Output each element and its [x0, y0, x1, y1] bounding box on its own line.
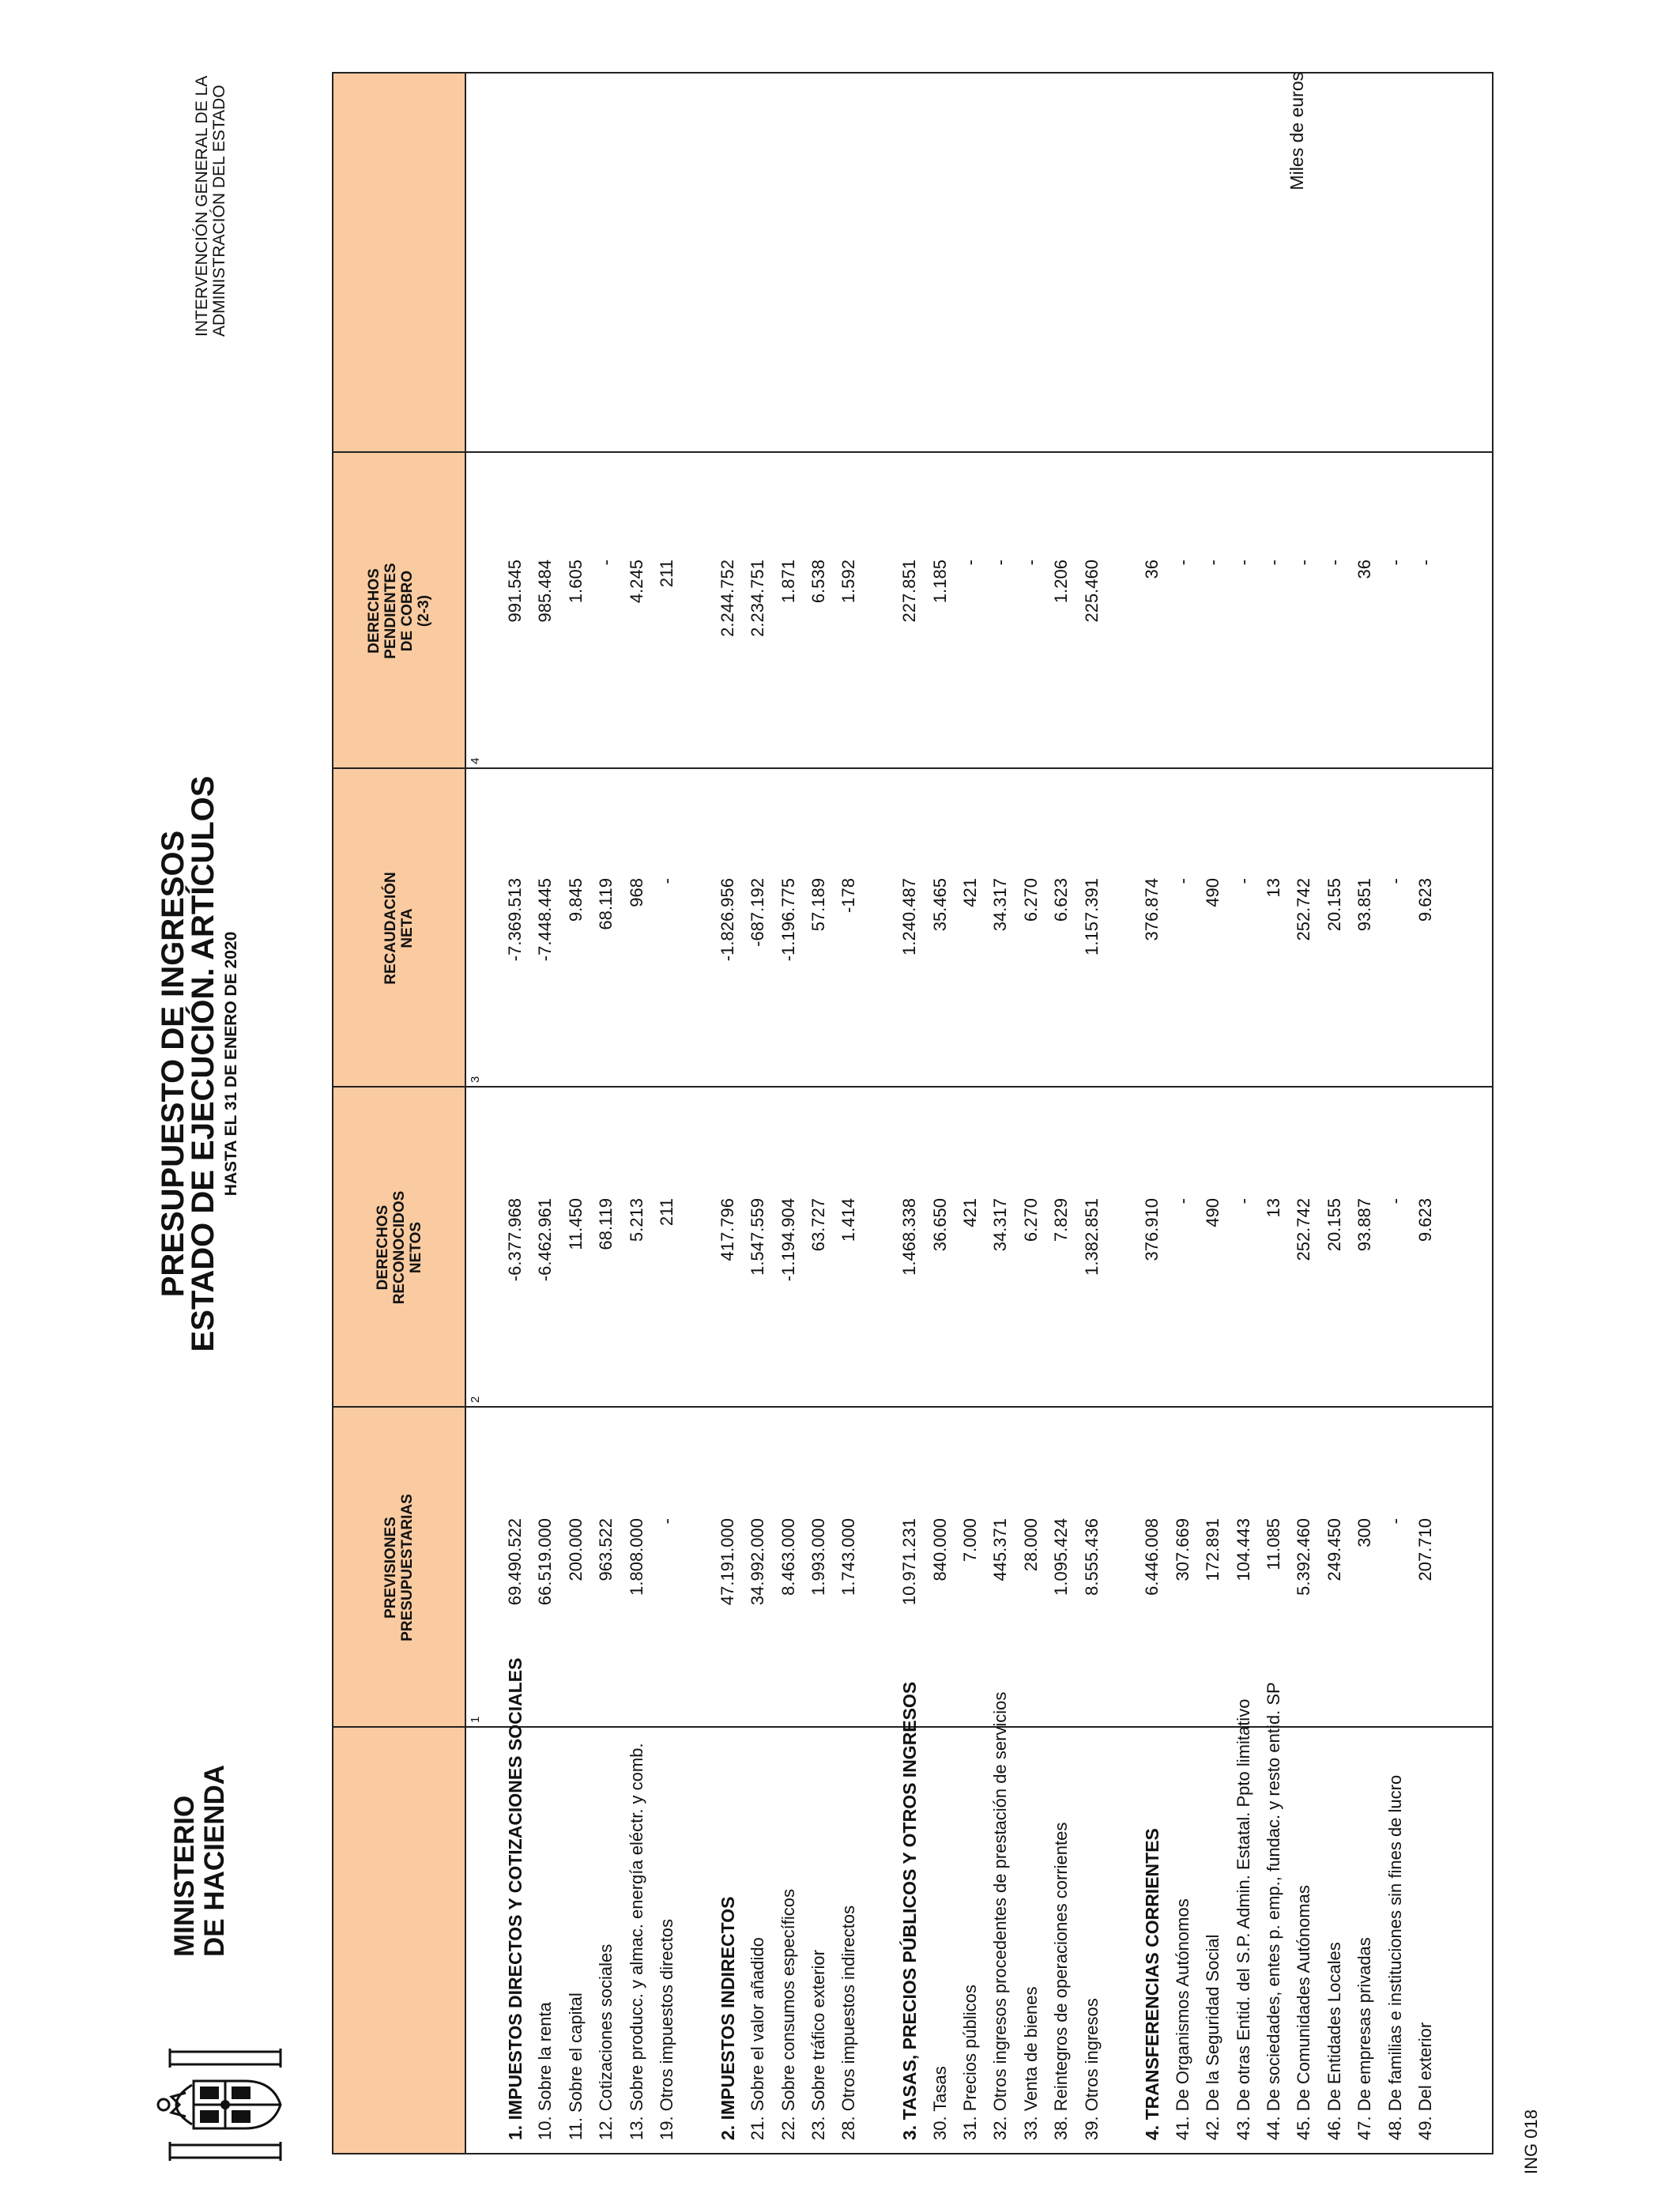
table-spacer-row — [866, 72, 896, 2194]
cell-value: - — [1233, 1198, 1253, 1204]
row-label: 21. Sobre el valor añadido — [748, 1937, 768, 2140]
cell-value: - — [1324, 560, 1344, 566]
cell-value: 225.460 — [1081, 560, 1102, 623]
cell-value: 991.545 — [505, 560, 525, 623]
cell-value: 93.851 — [1354, 878, 1375, 932]
row-label: 33. Venta de bienes — [1020, 1986, 1041, 2140]
row-label: 44. De sociedades, entes p. emp., fundac. y resto entid. SP — [1264, 1682, 1283, 2140]
table-row — [1048, 72, 1078, 2194]
row-label: 11. Sobre el capital — [565, 1992, 586, 2140]
cell-value: - — [1020, 560, 1041, 566]
cell-value: 93.887 — [1354, 1198, 1375, 1252]
row-label: 31. Precios públicos — [960, 1985, 980, 2140]
cell-value: -1.196.775 — [778, 878, 798, 962]
table-row — [623, 72, 654, 2194]
table-spacer-row — [1109, 72, 1139, 2194]
cell-value: 211 — [657, 1198, 676, 1227]
table-row — [1412, 72, 1442, 2194]
coat-of-arms-logo — [146, 2045, 296, 2164]
cell-value: - — [1384, 878, 1405, 884]
table-row — [1290, 72, 1320, 2194]
ministry-line-2: DE HACIENDA — [199, 1764, 230, 1957]
cell-value: 11.450 — [565, 1198, 586, 1250]
cell-value: 1.808.000 — [626, 1518, 646, 1596]
cell-value: 227.851 — [899, 560, 920, 623]
cell-value: 36 — [1142, 560, 1162, 579]
column-header-derechos-reconocidos — [332, 1088, 466, 1408]
table-row — [593, 72, 623, 2194]
cell-value: 1.157.391 — [1081, 878, 1102, 956]
row-label: 4. TRANSFERENCIAS CORRIENTES — [1142, 1828, 1163, 2140]
cell-value: 840.000 — [929, 1518, 950, 1581]
cell-value: 6.538 — [808, 560, 828, 604]
table-row — [532, 72, 562, 2194]
table-row — [502, 72, 532, 2194]
cell-value: 5.213 — [626, 1198, 646, 1242]
column-number: 4 — [469, 757, 482, 764]
cell-value: 104.443 — [1233, 1518, 1253, 1581]
table-row — [1230, 72, 1260, 2194]
row-label: 38. Reintegros de operaciones corrientes — [1051, 1822, 1072, 2140]
igae-name — [194, 76, 228, 337]
cell-value: 34.317 — [990, 878, 1011, 932]
row-label: 13. Sobre producc. y almac. energía eléctr. y comb. — [626, 1743, 646, 2140]
cell-value: -1.826.956 — [717, 878, 737, 962]
cell-value: 10.971.231 — [899, 1518, 920, 1606]
cell-value: 1.743.000 — [838, 1518, 859, 1596]
cell-value: 1.468.338 — [899, 1198, 920, 1276]
table-row — [957, 72, 987, 2194]
cell-value: 1.095.424 — [1051, 1518, 1072, 1596]
cell-value: 66.519.000 — [535, 1518, 556, 1606]
cell-value: 6.270 — [1020, 1198, 1041, 1242]
cell-value: - — [657, 878, 676, 884]
cell-value: 6.270 — [1020, 878, 1041, 922]
cell-value: - — [1415, 560, 1435, 566]
row-label: 19. Otros impuestos directos — [657, 1918, 676, 2140]
table-row — [896, 72, 926, 2194]
row-label: 48. De familias e instituciones sin fines de lucro — [1384, 1774, 1405, 2140]
cell-value: 1.605 — [565, 560, 586, 604]
cell-value: - — [1384, 1518, 1405, 1525]
cell-value: - — [1384, 560, 1405, 566]
table-row — [1382, 72, 1412, 2194]
cell-value: - — [596, 560, 616, 566]
column-header-recaudacion — [332, 769, 466, 1088]
cell-value: 211 — [657, 560, 676, 588]
row-label: 46. De Entidades Locales — [1324, 1942, 1344, 2140]
column-number: 2 — [469, 1396, 482, 1403]
cell-value: 1.592 — [838, 560, 859, 604]
cell-value: - — [990, 560, 1011, 566]
cell-value: 34.317 — [990, 1198, 1011, 1252]
row-label: 2. IMPUESTOS INDIRECTOS — [717, 1896, 738, 2140]
row-label: 22. Sobre consumos específicos — [778, 1889, 798, 2140]
cell-value: 252.742 — [1294, 1198, 1314, 1261]
row-label: 39. Otros ingresos — [1081, 1998, 1102, 2140]
table-row — [563, 72, 593, 2194]
cell-value: - — [1203, 560, 1223, 566]
units-label: Miles de euros — [1286, 72, 1307, 190]
table-row — [1018, 72, 1048, 2194]
cell-value: 307.669 — [1172, 1518, 1192, 1581]
row-label: 42. De la Seguridad Social — [1203, 1934, 1223, 2140]
report-title — [158, 708, 242, 1419]
cell-value: 968 — [626, 878, 646, 907]
row-label: 30. Tasas — [929, 2066, 950, 2140]
title-line-2: ESTADO DE EJECUCIÓN. ARTÍCULOS — [186, 775, 220, 1352]
cell-value: 5.392.460 — [1294, 1518, 1314, 1596]
table-row — [1139, 72, 1169, 2194]
cell-value: - — [1233, 878, 1253, 884]
header-text: DE COBRO — [399, 570, 416, 652]
title-line-1: PRESUPUESTO DE INGRESOS — [156, 830, 190, 1298]
cell-value: 68.119 — [596, 878, 616, 930]
table-row — [1351, 72, 1381, 2194]
header-text: PREVISIONES — [382, 1517, 399, 1619]
header-text: PENDIENTES — [382, 563, 399, 659]
row-label: 41. De Organismos Autónomos — [1172, 1898, 1192, 2140]
cell-value: 1.206 — [1051, 560, 1072, 604]
cell-value: 13 — [1264, 878, 1283, 898]
cell-value: 9.845 — [565, 878, 586, 922]
row-label: 45. De Comunidades Autónomas — [1294, 1885, 1314, 2140]
cell-value: 57.189 — [808, 878, 828, 932]
cell-value: 2.244.752 — [717, 560, 737, 637]
header-text: DERECHOS — [374, 1204, 391, 1291]
cell-value: -687.192 — [748, 878, 768, 947]
igae-line-1: INTERVENCIÓN GENERAL DE LA — [193, 75, 211, 337]
table-row — [775, 72, 805, 2194]
cell-value: 963.522 — [596, 1518, 616, 1581]
cell-value: - — [960, 560, 980, 566]
cell-value: 47.191.000 — [717, 1518, 737, 1606]
cell-value: 36.650 — [929, 1198, 950, 1252]
cell-value: 1.871 — [778, 560, 798, 604]
header-text: RECONOCIDOS — [390, 1190, 408, 1305]
ministry-line-1: MINISTERIO — [169, 1795, 200, 1957]
ministry-name — [170, 1765, 230, 1957]
cell-value: 421 — [960, 878, 980, 907]
cell-value: 13 — [1264, 1198, 1283, 1218]
form-code: ING 018 — [1521, 2109, 1541, 2174]
cell-value: 300 — [1354, 1518, 1375, 1547]
cell-value: 9.623 — [1415, 1198, 1435, 1242]
row-label: 47. De empresas privadas — [1354, 1937, 1375, 2140]
row-label: 28. Otros impuestos indirectos — [838, 1905, 859, 2140]
cell-value: 1.240.487 — [899, 878, 920, 956]
cell-value: 490 — [1203, 878, 1223, 907]
table-row — [714, 72, 744, 2194]
table-row — [927, 72, 957, 2194]
cell-value: - — [1384, 1198, 1405, 1204]
cell-value: - — [1264, 560, 1283, 566]
cell-value: 20.155 — [1324, 878, 1344, 932]
cell-value: 7.829 — [1051, 1198, 1072, 1242]
table-spacer-row — [684, 72, 714, 2194]
cell-value: -7.448.445 — [535, 878, 556, 962]
cell-value: 376.910 — [1142, 1198, 1162, 1261]
table-row — [1200, 72, 1230, 2194]
cell-value: -178 — [838, 878, 859, 914]
cell-value: 6.623 — [1051, 878, 1072, 922]
cell-value: 20.155 — [1324, 1198, 1344, 1252]
row-label: 43. De otras Entid. del S.P. Admin. Estatal. Ppto limitativo — [1233, 1698, 1253, 2140]
cell-value: - — [1172, 560, 1192, 566]
table-row — [654, 72, 684, 2194]
row-label: 1. IMPUESTOS DIRECTOS Y COTIZACIONES SOCIALES — [505, 1657, 525, 2140]
cell-value: 421 — [960, 1198, 980, 1227]
cell-value: - — [1294, 560, 1314, 566]
header-text: NETA — [399, 908, 416, 948]
column-number: 1 — [469, 1716, 482, 1723]
cell-value: 8.555.436 — [1081, 1518, 1102, 1596]
cell-value: 249.450 — [1324, 1518, 1344, 1581]
cell-value: 417.796 — [717, 1198, 737, 1261]
header-text: NETOS — [407, 1221, 424, 1274]
cell-value: 445.371 — [990, 1518, 1011, 1581]
header-text: PRESUPUESTARIAS — [399, 1494, 416, 1642]
cell-value: 34.992.000 — [748, 1518, 768, 1606]
header-text: RECAUDACIÓN — [382, 872, 399, 985]
row-label: 23. Sobre tráfico exterior — [808, 1950, 828, 2140]
cell-value: 68.119 — [596, 1198, 616, 1250]
cell-value: 1.185 — [929, 560, 950, 604]
cell-value: -7.369.513 — [505, 878, 525, 962]
cell-value: 2.234.751 — [748, 560, 768, 637]
table-row — [1170, 72, 1200, 2194]
cell-value: 1.382.851 — [1081, 1198, 1102, 1276]
cell-value: 207.710 — [1415, 1518, 1435, 1581]
table-row — [987, 72, 1017, 2194]
cell-value: - — [1172, 878, 1192, 884]
cell-value: - — [1172, 1198, 1192, 1204]
cell-value: 172.891 — [1203, 1518, 1223, 1581]
cell-value: 63.727 — [808, 1198, 828, 1252]
cell-value: 28.000 — [1020, 1518, 1041, 1572]
column-number: 3 — [469, 1076, 482, 1083]
cell-value: 9.623 — [1415, 878, 1435, 922]
cell-value: 985.484 — [535, 560, 556, 623]
column-header-pendientes — [332, 453, 466, 769]
cell-value: 69.490.522 — [505, 1518, 525, 1606]
table-row — [744, 72, 774, 2194]
cell-value: 490 — [1203, 1198, 1223, 1227]
cell-value: - — [1233, 560, 1253, 566]
row-label: 10. Sobre la renta — [535, 2002, 556, 2140]
cell-value: 4.245 — [626, 560, 646, 604]
cell-value: 6.446.008 — [1142, 1518, 1162, 1596]
cell-value: 376.874 — [1142, 878, 1162, 941]
cell-value: 252.742 — [1294, 878, 1314, 941]
cell-value: 35.465 — [929, 878, 950, 932]
row-label: 3. TASAS, PRECIOS PÚBLICOS Y OTROS INGRESOS — [899, 1681, 921, 2140]
cell-value: -1.194.904 — [778, 1198, 798, 1282]
cell-value: 8.463.000 — [778, 1518, 798, 1596]
header-text: (2-3) — [416, 594, 432, 628]
column-header-previsiones — [332, 1408, 466, 1728]
row-label: 32. Otros ingresos procedentes de prestación de servicios — [990, 1691, 1011, 2140]
cell-value: 11.085 — [1264, 1518, 1283, 1570]
row-label: 49. Del exterior — [1415, 2022, 1435, 2140]
table-row — [1079, 72, 1109, 2194]
table-row — [835, 72, 865, 2194]
title-line-3: HASTA EL 31 DE ENERO DE 2020 — [222, 931, 240, 1197]
table-row — [1321, 72, 1351, 2194]
cell-value: 1.547.559 — [748, 1198, 768, 1276]
igae-line-2: ADMINISTRACIÓN DEL ESTADO — [210, 85, 228, 337]
cell-value: 36 — [1354, 560, 1375, 579]
cell-value: -6.462.961 — [535, 1198, 556, 1282]
cell-value: - — [657, 1518, 676, 1525]
cell-value: 1.414 — [838, 1198, 859, 1242]
cell-value: 1.993.000 — [808, 1518, 828, 1596]
row-label: 12. Cotizaciones sociales — [596, 1943, 616, 2140]
cell-value: 200.000 — [565, 1518, 586, 1581]
cell-value: 7.000 — [960, 1518, 980, 1563]
header-text: DERECHOS — [366, 568, 382, 654]
table-row — [805, 72, 835, 2194]
table-row — [1260, 72, 1290, 2194]
cell-value: -6.377.968 — [505, 1198, 525, 1282]
